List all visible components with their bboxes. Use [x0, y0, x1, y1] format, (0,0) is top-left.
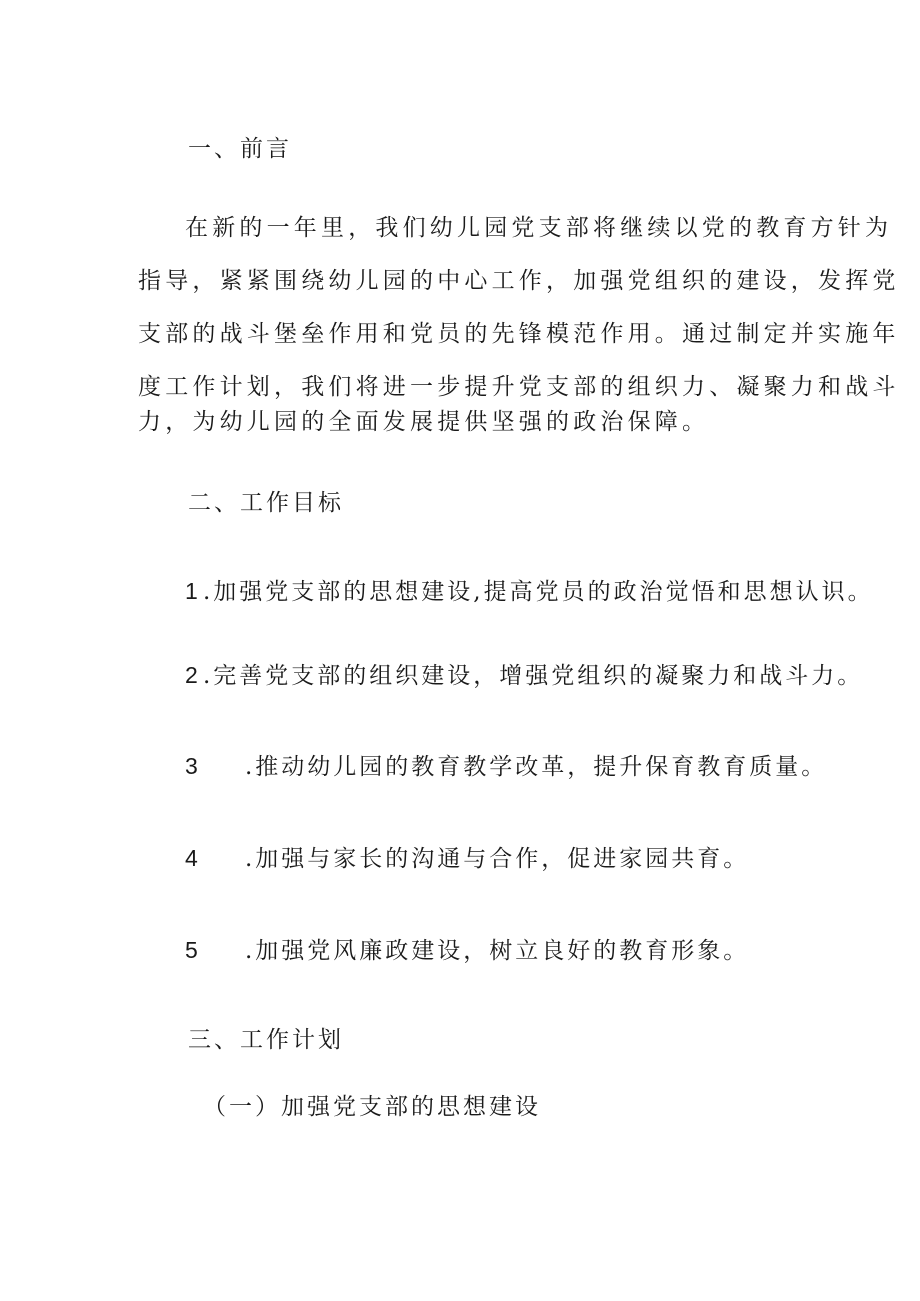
intro-paragraph-line: 指导，紧紧围绕幼儿园的中心工作，加强党组织的建设，发挥党	[138, 268, 900, 294]
goal-number: 3	[185, 753, 198, 779]
section-heading-plan: 三、工作计划	[188, 1027, 344, 1053]
intro-paragraph-line: 度工作计划，我们将进一步提升党支部的组织力、凝聚力和战斗	[138, 374, 900, 400]
intro-paragraph-line: 力，为幼儿园的全面发展提供坚强的政治保障。	[138, 409, 710, 435]
goal-item	[185, 755, 827, 779]
goal-number: 1	[185, 578, 198, 604]
section-heading-goals: 二、工作目标	[188, 490, 344, 516]
intro-paragraph-line: 在新的一年里，我们幼儿园党支部将继续以党的教育方针为	[185, 215, 893, 241]
goal-number: 2	[185, 662, 198, 688]
goal-item	[185, 939, 749, 963]
goal-number: 4	[185, 845, 198, 871]
goal-item	[185, 664, 863, 688]
goal-text: .推动幼儿园的教育教学改革，提升保育教育质量。	[245, 754, 828, 780]
goal-text: .加强党风廉政建设，树立良好的教育形象。	[245, 938, 750, 964]
goal-number: 5	[185, 937, 198, 963]
goal-text: .加强党支部的思想建设,提高党员的政治觉悟和思想认识。	[203, 579, 874, 605]
goal-text: .加强与家长的沟通与合作，促进家园共育。	[245, 846, 750, 872]
goal-item	[185, 847, 749, 871]
intro-paragraph-line: 支部的战斗堡垒作用和党员的先锋模范作用。通过制定并实施年	[138, 321, 900, 347]
goal-item	[185, 580, 874, 604]
plan-sub-heading: （一）加强党支部的思想建设	[203, 1094, 541, 1120]
goal-text: .完善党支部的组织建设，增强党组织的凝聚力和战斗力。	[203, 663, 864, 689]
section-heading-intro: 一、前言	[188, 136, 292, 162]
